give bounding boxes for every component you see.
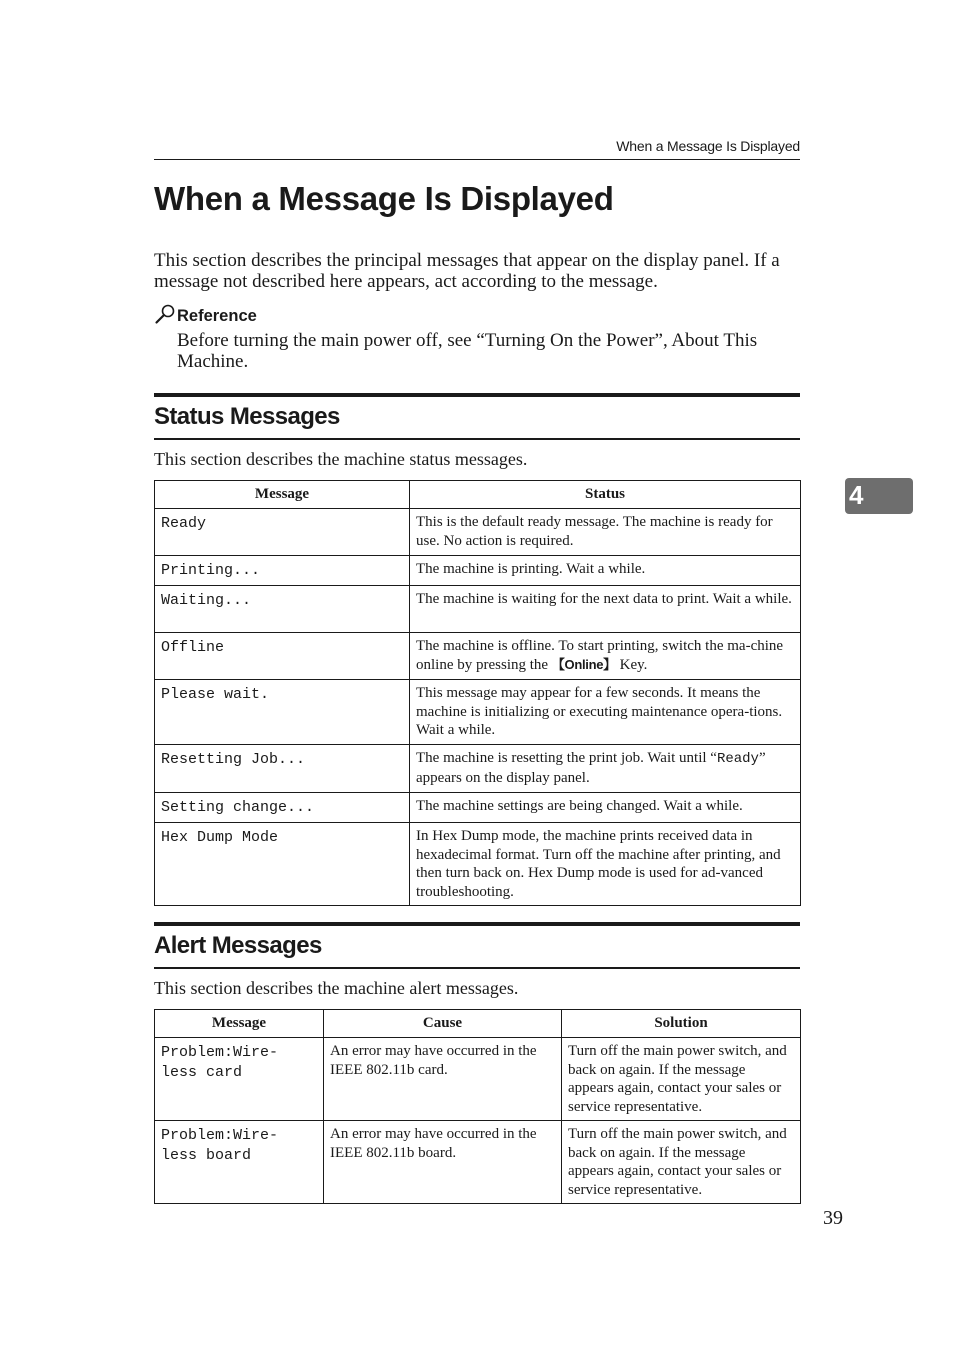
table-row xyxy=(155,1038,801,1121)
status-description: This is the default ready message. The machine is ready for use. No action is required. xyxy=(410,509,801,556)
solution-description: Turn off the main power switch, and back on again. If the message appears again, contact your sales or service representative. xyxy=(562,1121,801,1204)
reference-text: Before turning the main power off, see “Turning On the Power”, About This Machine. xyxy=(177,330,758,372)
status-description: The machine settings are being changed. Wait a while. xyxy=(410,793,801,823)
message-code: Problem:Wire- less card xyxy=(155,1038,324,1121)
column-header-cause: Cause xyxy=(324,1010,562,1038)
page-number: 39 xyxy=(823,1207,843,1229)
inline-code: Ready xyxy=(716,751,759,767)
status-section-description: This section describes the machine status messages. xyxy=(154,449,528,469)
status-text: ” appears on the display panel. xyxy=(416,750,766,786)
status-section-top-rule xyxy=(154,393,800,397)
table-row xyxy=(155,823,801,906)
status-description: The machine is waiting for the next data to print. Wait a while. xyxy=(410,586,801,633)
message-code: Printing... xyxy=(155,556,410,586)
reference-label: Reference xyxy=(177,307,257,325)
alert-section-description: This section describes the machine alert messages. xyxy=(154,978,519,998)
table-row xyxy=(155,745,801,793)
message-code: Resetting Job... xyxy=(155,745,410,793)
column-header-message: Message xyxy=(155,481,410,509)
status-description: The machine is printing. Wait a while. xyxy=(410,556,801,586)
running-header: When a Message Is Displayed xyxy=(616,138,800,154)
chapter-number: 4 xyxy=(849,480,864,510)
message-code: Setting change... xyxy=(155,793,410,823)
table-row xyxy=(155,793,801,823)
table-row xyxy=(155,1121,801,1204)
page-title: When a Message Is Displayed xyxy=(154,180,614,217)
magnifier-icon xyxy=(154,303,176,325)
column-header-message: Message xyxy=(155,1010,324,1038)
message-code: Please wait. xyxy=(155,680,410,745)
status-text: The machine is resetting the print job. Wait until “ xyxy=(416,750,717,766)
intro-paragraph: This section describes the principal messages that appear on the display panel. If a message not described here appears, act according to the message. xyxy=(154,250,780,292)
cause-description: An error may have occurred in the IEEE 802.11b board. xyxy=(324,1121,562,1204)
table-header-row xyxy=(155,481,801,509)
table-row xyxy=(155,556,801,586)
status-section-bottom-rule xyxy=(154,438,800,440)
message-code: Problem:Wire- less board xyxy=(155,1121,324,1204)
status-messages-table xyxy=(154,480,801,906)
status-description: This message may appear for a few seconds. It means the machine is initializing or executing maintenance opera-tions. Wait a while. xyxy=(410,680,801,745)
cause-description: An error may have occurred in the IEEE 802.11b card. xyxy=(324,1038,562,1121)
chapter-tab xyxy=(845,478,913,514)
status-description xyxy=(410,633,801,680)
column-header-solution: Solution xyxy=(562,1010,801,1038)
message-code: Ready xyxy=(155,509,410,556)
status-text: Key. xyxy=(615,656,648,673)
status-section-title: Status Messages xyxy=(154,403,340,430)
message-code: Waiting... xyxy=(155,586,410,633)
table-row xyxy=(155,633,801,680)
table-row xyxy=(155,509,801,556)
table-row xyxy=(155,680,801,745)
online-key-label: 【Online】 xyxy=(551,656,616,672)
status-text: The machine is offline. To start printing, switch the ma-chine online by pressing the xyxy=(416,638,784,673)
alert-section-bottom-rule xyxy=(154,967,800,969)
header-rule xyxy=(154,159,800,160)
table-row xyxy=(155,586,801,633)
alert-messages-table xyxy=(154,1009,801,1204)
column-header-status: Status xyxy=(410,481,801,509)
status-description xyxy=(410,745,801,793)
table-header-row xyxy=(155,1010,801,1038)
message-code: Hex Dump Mode xyxy=(155,823,410,906)
solution-description: Turn off the main power switch, and back on again. If the message appears again, contact your sales or service representative. xyxy=(562,1038,801,1121)
alert-section-title: Alert Messages xyxy=(154,932,322,959)
alert-section-top-rule xyxy=(154,922,800,926)
status-description: In Hex Dump mode, the machine prints received data in hexadecimal format. Turn off the machine after printing, and then turn back on. Hex Dump mode is used for ad-vanced troubleshooting. xyxy=(410,823,801,906)
message-code: Offline xyxy=(155,633,410,680)
